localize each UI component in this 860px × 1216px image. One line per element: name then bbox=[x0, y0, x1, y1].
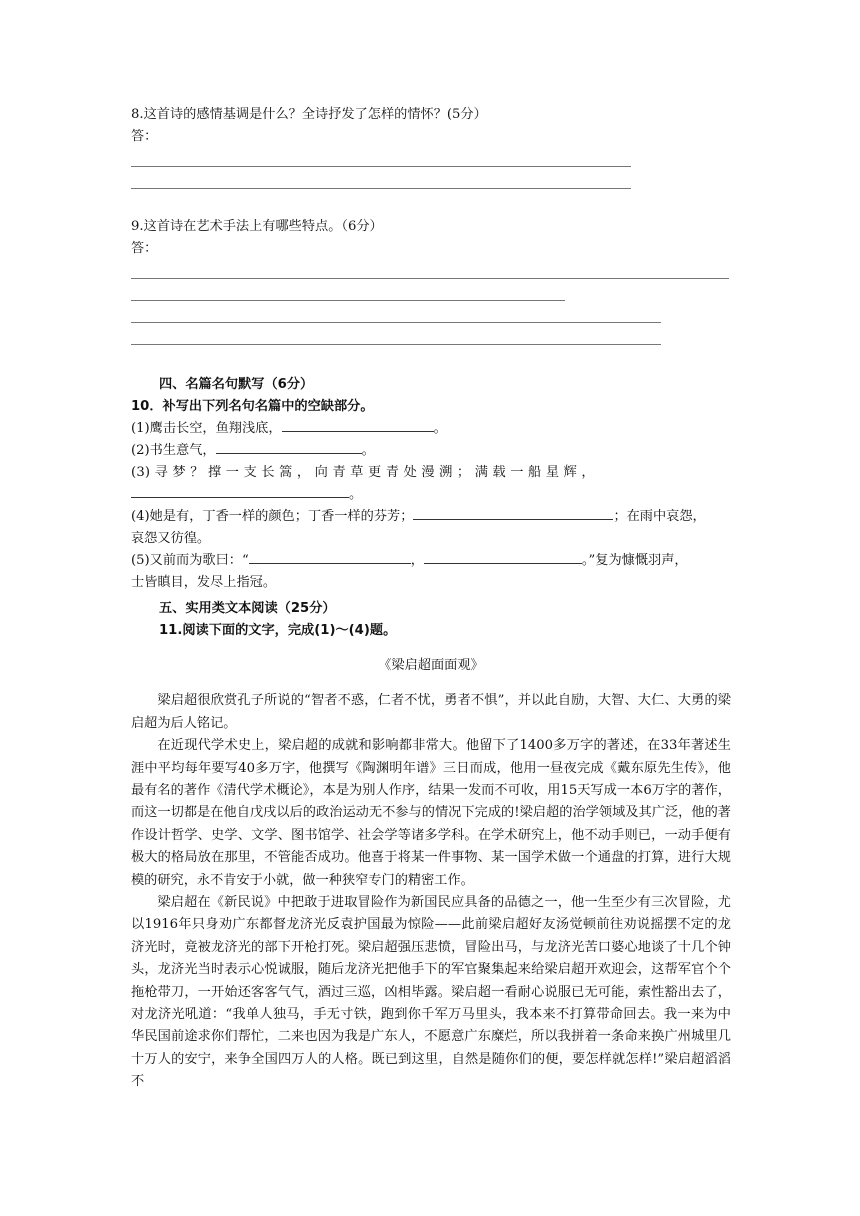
fill-item-3-continued: 。 bbox=[131, 484, 731, 506]
fill-blank[interactable] bbox=[424, 550, 582, 564]
fill-blank[interactable] bbox=[216, 440, 362, 454]
question-9 bbox=[131, 216, 383, 260]
fill-item-3: (3) 寻 梦 ？ 撑 一 支 长 篙 ， 向 青 草 更 青 处 漫 溯 ； 满 载 一 船 星 辉 ， bbox=[131, 465, 595, 480]
section-4 bbox=[131, 374, 731, 594]
question-9-text: 9.这首诗在艺术手法上有哪些特点。（6分） bbox=[131, 219, 383, 234]
answer-line[interactable] bbox=[131, 322, 661, 323]
fill-blank[interactable] bbox=[249, 550, 411, 564]
question-9-answer-label: 答： bbox=[131, 241, 158, 256]
question-10-text: 10．补写出下列名句名篇中的空缺部分。 bbox=[131, 399, 374, 414]
section-5-heading: 五、实用类文本阅读（25分） bbox=[159, 601, 336, 616]
answer-line[interactable] bbox=[131, 344, 661, 345]
answer-line[interactable] bbox=[131, 188, 631, 189]
fill-item-4-continued: 哀怨又彷徨。 bbox=[131, 531, 211, 546]
fill-blank[interactable] bbox=[131, 484, 349, 498]
fill-item-5-continued: 士皆瞋目，发尽上指冠。 bbox=[131, 575, 277, 590]
answer-line[interactable] bbox=[131, 300, 565, 301]
article-title: 《梁启超面面观》 bbox=[378, 658, 484, 674]
question-8 bbox=[131, 104, 487, 148]
fill-blank[interactable] bbox=[413, 506, 613, 520]
section-4-heading: 四、名篇名句默写（6分） bbox=[159, 377, 314, 392]
article-paragraph: 在近现代学术史上，梁启超的成就和影响都非常大。他留下了1400多万字的著述，在33年著述生涯中平均每年要写40多万字，他撰写《陶渊明年谱》三日而成，他用一昼夜完成《戴东原先生传》，他最有名的著作《清代学术概论》，本是为别人作序，结果一发而不可收，用15天写成一本6万字的著作，而这一切都是在他自戊戌以后的政治运动无不参与的情况下完成的!梁启超的治学领域及其广泛，他的著作设计哲学、史学、文学、图书馆学、社会学等诸多学科。在学术研究上，他不动手则已，一动手便有极大的格局放在那里，不管能否成功。他喜于将某一件事物、某一国学术做一个通盘的打算，进行大规模的研究，永不肯安于小就，做一种狭窄专门的精密工作。 bbox=[131, 738, 731, 888]
answer-line[interactable] bbox=[131, 278, 729, 279]
fill-item-5: (5)又前而为歌曰：“ ， 。”复为慷慨羽声， bbox=[131, 550, 731, 572]
fill-blank[interactable] bbox=[282, 418, 434, 432]
section-5 bbox=[131, 598, 731, 1094]
fill-item-2: (2)书生意气， 。 bbox=[131, 440, 731, 462]
question-8-answer-label: 答： bbox=[131, 129, 158, 144]
fill-item-4: (4)她是有，丁香一样的颜色；丁香一样的芬芳； ；在雨中哀怨， bbox=[131, 506, 731, 528]
article-paragraph: 梁启超很欣赏孔子所说的“智者不惑，仁者不忧，勇者不惧”，并以此自励，大智、大仁、大勇的梁启超为后人铭记。 bbox=[131, 693, 731, 731]
question-11-text: 11.阅读下面的文字，完成(1)～(4)题。 bbox=[159, 623, 397, 638]
fill-item-1: (1)鹰击长空，鱼翔浅底， 。 bbox=[131, 418, 731, 440]
answer-line[interactable] bbox=[131, 166, 631, 167]
question-8-text: 8.这首诗的感情基调是什么？全诗抒发了怎样的情怀？(5分） bbox=[131, 107, 487, 122]
article-paragraph: 梁启超在《新民说》中把敢于进取冒险作为新国民应具备的品德之一，他一生至少有三次冒险，尤以1916年只身劝广东都督龙济光反袁护国最为惊险——此前梁启超好友汤觉顿前往劝说摇摆不定的龙济光时，竟被龙济光的部下开枪打死。梁启超强压悲愤，冒险出马，与龙济光苦口婆心地谈了十几个钟头，龙济光当时表示心悦诚服，随后龙济光把他手下的军官聚集起来给梁启超开欢迎会，这帮军官个个拖枪带刀，一开始还客客气气，酒过三巡，凶相毕露。梁启超一看耐心说服已无可能，索性豁出去了，对龙济光吼道：“我单人独马，手无寸铁，跑到你千军万马里头，我本来不打算带命回去。我一来为中华民国前途求你们帮忙，二来也因为我是广东人，不愿意广东糜烂，所以我拼着一条命来换广州城里几十万人的安宁，来争全国四万人的人格。既已到这里，自然是随你们的便，要怎样就怎样!”梁启超滔滔不 bbox=[131, 895, 731, 1090]
